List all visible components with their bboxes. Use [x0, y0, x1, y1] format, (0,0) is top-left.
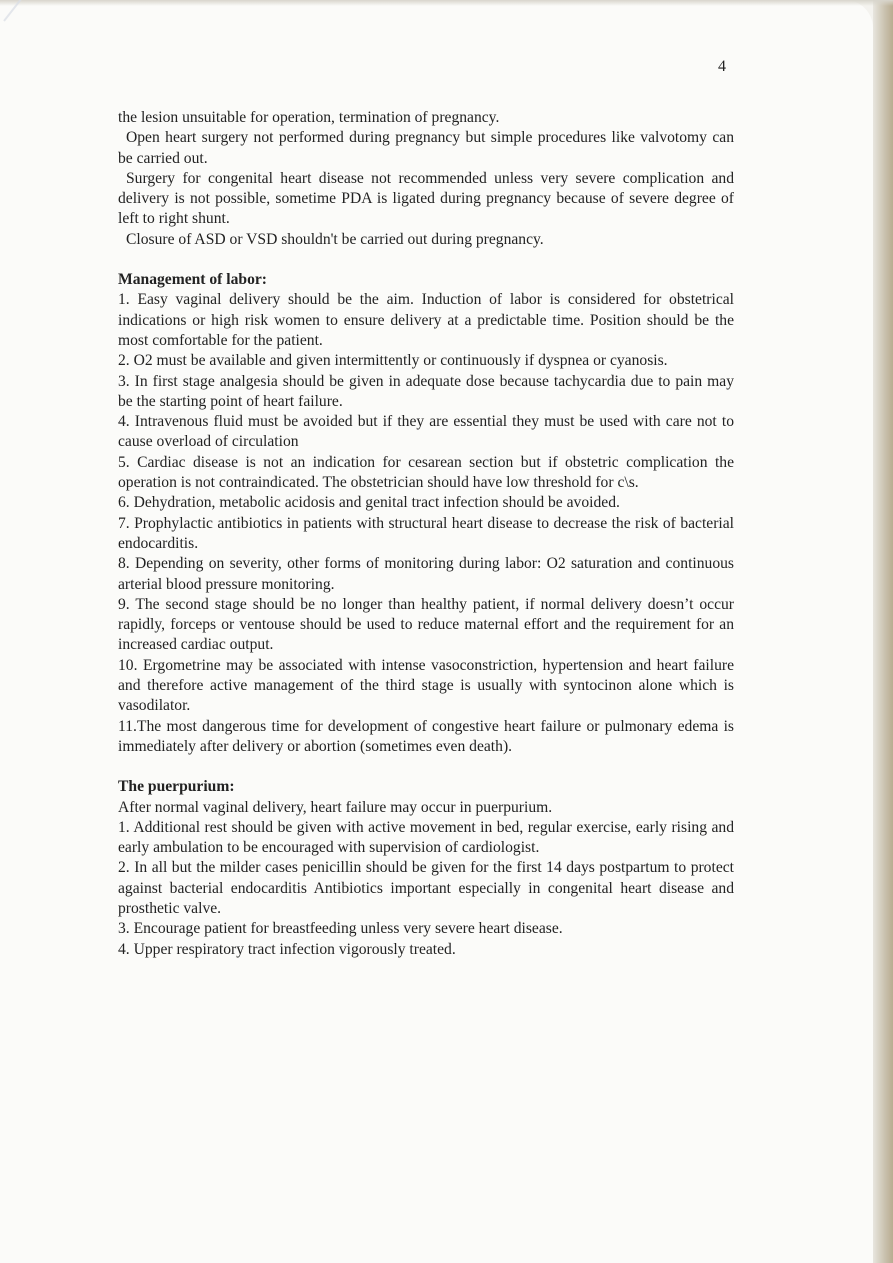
- puerperium-item: 2. In all but the milder cases penicillin should be given for the first 14 days postpartum to protect against bacterial endocarditis Antibiotics important especially in congenital heart disease and prosthetic valve.: [118, 859, 734, 917]
- puerperium-item: 3. Encourage patient for breastfeeding unless very severe heart disease.: [118, 920, 563, 938]
- puerperium-item: 4. Upper respiratory tract infection vigorously treated.: [118, 940, 456, 958]
- labor-heading: Management of labor:: [118, 271, 267, 289]
- intro-paragraph-4: Closure of ASD or VSD shouldn't be carried out during pregnancy.: [126, 230, 544, 248]
- labor-item: 4. Intravenous fluid must be avoided but if they are essential they must be used with care not to cause overload of circulation: [118, 413, 734, 451]
- labor-item: 5. Cardiac disease is not an indication for cesarean section but if obstetric complication the operation is not contraindicated. The obstetrician should have low threshold for c\s.: [118, 453, 734, 492]
- labor-item: 10. Ergometrine may be associated with intense vasoconstriction, hypertension and heart failure and therefore active management of the third stage is usually with syntocinon alone which is vasodilator.: [118, 656, 734, 715]
- page-content: [118, 108, 734, 960]
- labor-item: 3. In first stage analgesia should be given in adequate dose because tachycardia due to pain may be the starting point of heart failure.: [118, 372, 734, 410]
- puerperium-intro: After normal vaginal delivery, heart failure may occur in puerpurium.: [118, 798, 553, 816]
- labor-item: 6. Dehydration, metabolic acidosis and genital tract infection should be avoided.: [118, 494, 620, 512]
- puerperium-item: 1. Additional rest should be given with active movement in bed, regular exercise, early rising and early ambulation to be encouraged with supervision of cardiologist.: [118, 818, 734, 857]
- labor-item: 2. O2 must be available and given intermittently or continuously if dyspnea or cyanosis.: [118, 352, 668, 370]
- labor-item: 11.The most dangerous time for development of congestive heart failure or pulmonary edema is immediately after delivery or abortion (sometimes even death).: [118, 717, 734, 755]
- labor-item: 8. Depending on severity, other forms of monitoring during labor: O2 saturation and continuous arterial blood pressure monitoring.: [118, 555, 734, 593]
- labor-item: 1. Easy vaginal delivery should be the aim. Induction of labor is considered for obstetrical indications or high risk women to ensure delivery at a predictable time. Position should be the most comfortable for the patient.: [118, 291, 734, 349]
- scan-shadow: [0, 0, 893, 6]
- puerperium-heading: The puerpurium:: [118, 778, 235, 796]
- scan-edge: [873, 0, 893, 1263]
- labor-item: 9. The second stage should be no longer than healthy patient, if normal delivery doesn’t occur rapidly, forceps or ventouse should be used to reduce maternal effort and the requirement for an increased cardiac output.: [118, 595, 734, 654]
- intro-paragraph-2: Open heart surgery not performed during pregnancy but simple procedures like valvotomy can be carried out.: [118, 129, 734, 167]
- page-number: 4: [718, 58, 726, 75]
- intro-paragraph-3: Surgery for congenital heart disease not recommended unless very severe complication and delivery is not possible, sometime PDA is ligated during pregnancy because of severe degree of left to right shunt.: [118, 169, 734, 228]
- intro-paragraph-1: the lesion unsuitable for operation, termination of pregnancy.: [118, 109, 500, 126]
- labor-item: 7. Prophylactic antibiotics in patients with structural heart disease to decrease the risk of bacterial endocarditis.: [118, 514, 734, 552]
